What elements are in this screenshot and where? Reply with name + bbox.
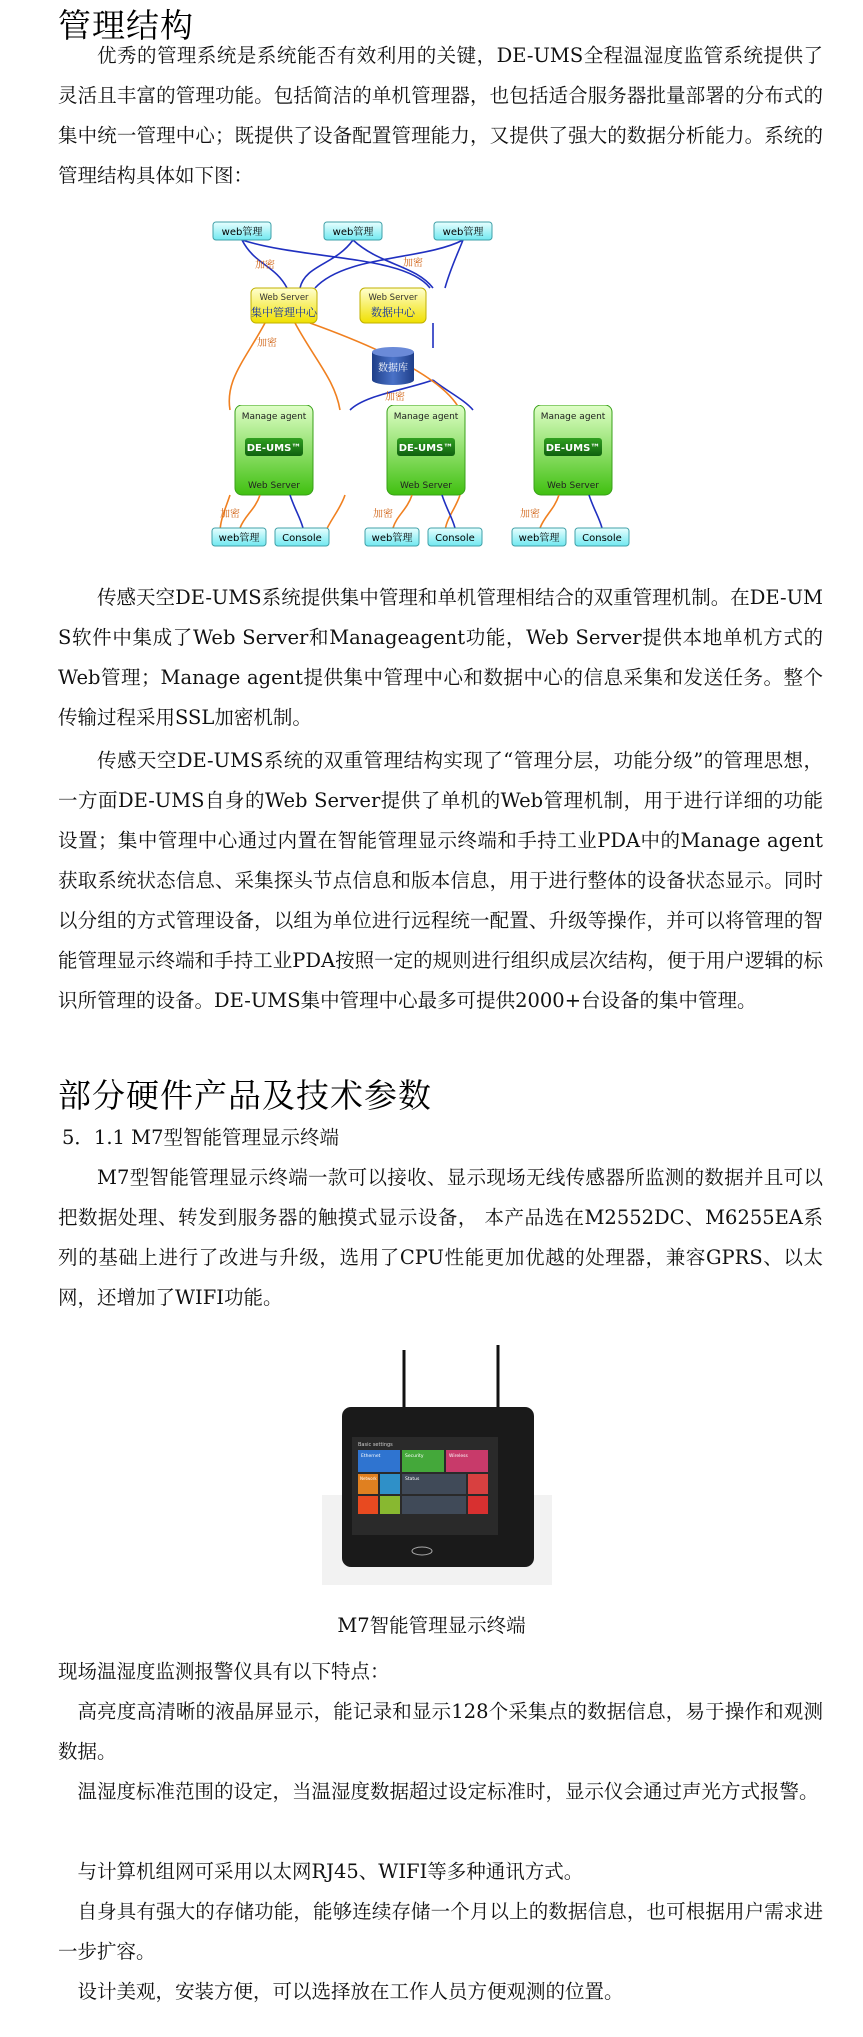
- layered-management-paragraph: 传感天空DE-UMS系统的双重管理结构实现了“管理分层，功能分级”的管理思想，一方面DE-UMS自身的Web Server提供了单机的Web管理机制，用于进行详细的功能设置；集中管理中心通过内置在智能管理显示终端和手持工业PDA中的Manage agent获取系统状态信息、采集探头节点信息和版本信息，用于进行整体的设备状态显示。同时以分组的方式管理设备，以组为单位进行远程统一配置、升级等操作，并可以将管理的智能管理显示终端和手持工业PDA按照一定的规则进行组织成层次结构，便于用户逻辑的标识所管理的设备。DE-UMS集中管理中心最多可提供2000+台设备的集中管理。: [58, 749, 823, 1012]
- svg-text:web管理: web管理: [518, 533, 560, 544]
- dual-management-paragraph: 传感天空DE-UMS系统提供集中管理和单机管理相结合的双重管理机制。在DE-UMS软件中集成了Web Server和Manageagent功能，Web Server提供本地单机方式的Web管理；Manage agent提供集中管理中心和数据中心的信息采集和发送任务。整个传输过程采用SSL加密机制。: [58, 586, 823, 729]
- svg-text:Console: Console: [582, 533, 622, 544]
- blue-links: [242, 240, 473, 410]
- svg-text:Web Server: Web Server: [368, 293, 418, 303]
- section-title-management: 管理结构: [58, 6, 194, 45]
- section-title-hardware: 部分硬件产品及技术参数: [58, 1076, 432, 1115]
- svg-text:DE-UMS™: DE-UMS™: [398, 443, 454, 454]
- intro-paragraph: 优秀的管理系统是系统能否有效利用的关键，DE-UMS全程温湿度监管系统提供了灵活且丰富的管理功能。包括简洁的单机管理器，也包括适合服务器批量部署的分布式的集中统一管理中心；既提供了设备配置管理能力，又提供了强大的数据分析能力。系统的管理结构具体如下图：: [58, 44, 823, 187]
- bottom-blue-links: [290, 495, 602, 528]
- svg-text:Manage agent: Manage agent: [540, 412, 606, 422]
- svg-text:Network: Network: [360, 1476, 377, 1481]
- svg-text:web管理: web管理: [332, 227, 374, 238]
- svg-text:web管理: web管理: [371, 533, 413, 544]
- svg-text:Basic settings: Basic settings: [358, 1442, 393, 1448]
- encrypt-label-db: 加密: [385, 392, 405, 403]
- bottom-console-box-2: [428, 528, 482, 546]
- feature-item: 自身具有强大的存储功能，能够连续存储一个月以上的数据信息，也可根据用户需求进一步扩容。: [58, 1900, 823, 1963]
- manage-agent-3: [534, 405, 612, 495]
- svg-text:DE-UMS™: DE-UMS™: [545, 443, 601, 454]
- svg-text:Manage agent: Manage agent: [393, 412, 459, 422]
- encrypt-label-top-right: 加密: [403, 258, 423, 269]
- device-caption: M7智能管理显示终端: [337, 1614, 526, 1637]
- svg-text:Web Server: Web Server: [259, 293, 309, 303]
- feature-item: 设计美观，安装方便，可以选择放在工作人员方便观测的位置。: [77, 1980, 624, 2003]
- svg-text:数据中心: 数据中心: [371, 306, 415, 319]
- svg-text:Console: Console: [435, 533, 475, 544]
- top-web-box-3: [434, 222, 492, 240]
- manage-agent-1: [235, 405, 313, 495]
- encrypt-label-agent-2: 加密: [373, 509, 393, 520]
- database-node: [372, 347, 414, 385]
- feature-item: 高亮度高清晰的液晶屏显示，能记录和显示128个采集点的数据信息，易于操作和观测数据。: [58, 1700, 823, 1763]
- bottom-console-box-3: [575, 528, 629, 546]
- data-center-node: [360, 288, 426, 323]
- bottom-web-box-2: [365, 528, 419, 546]
- svg-text:Security: Security: [405, 1454, 424, 1459]
- svg-text:Web Server: Web Server: [400, 481, 452, 491]
- svg-text:web管理: web管理: [218, 533, 260, 544]
- svg-text:数据库: 数据库: [378, 363, 408, 374]
- svg-text:DE-UMS™: DE-UMS™: [246, 443, 302, 454]
- encrypt-label-agent-1: 加密: [220, 509, 240, 520]
- svg-text:Web Server: Web Server: [248, 481, 300, 491]
- svg-text:Wireless: Wireless: [449, 1454, 468, 1459]
- svg-text:web管理: web管理: [221, 227, 263, 238]
- svg-text:集中管理中心: 集中管理中心: [251, 306, 317, 319]
- features-intro: 现场温湿度监测报警仪具有以下特点：: [58, 1660, 390, 1683]
- top-web-box-2: [324, 222, 382, 240]
- feature-item: 温湿度标准范围的设定，当温湿度数据超过设定标准时，显示仪会通过声光方式报警。: [77, 1780, 819, 1803]
- m7-description: M7型智能管理显示终端一款可以接收、显示现场无线传感器所监测的数据并且可以把数据处理、转发到服务器的触摸式显示设备， 本产品选在M2552DC、M6255EA系列的基础上进行了改进与升级，选用了CPU性能更加优越的处理器，兼容GPRS、以太网，还增加了WIFI功能。: [58, 1166, 823, 1309]
- svg-text:Ethernet: Ethernet: [361, 1454, 381, 1459]
- svg-text:Console: Console: [282, 533, 322, 544]
- feature-item: 与计算机组网可采用以太网RJ45、WIFI等多种通讯方式。: [77, 1860, 584, 1883]
- bottom-console-box-1: [275, 528, 329, 546]
- encrypt-label-mid: 加密: [257, 338, 277, 349]
- svg-text:web管理: web管理: [442, 227, 484, 238]
- bottom-links: [240, 495, 559, 528]
- m7-device-photo: [322, 1345, 552, 1585]
- encrypt-label-top-left: 加密: [255, 260, 275, 271]
- top-web-box-1: [213, 222, 271, 240]
- svg-text:Web Server: Web Server: [547, 481, 599, 491]
- manage-agent-2: [387, 405, 465, 495]
- encrypt-label-agent-3: 加密: [520, 509, 540, 520]
- svg-text:Status: Status: [405, 1477, 420, 1482]
- bottom-web-box-3: [512, 528, 566, 546]
- bottom-web-box-1: [212, 528, 266, 546]
- agent-layer: [165, 405, 665, 565]
- svg-text:Manage agent: Manage agent: [241, 412, 307, 422]
- central-management-node: [251, 288, 318, 323]
- m7-subheading: 5．1.1 M7型智能管理显示终端: [62, 1126, 339, 1149]
